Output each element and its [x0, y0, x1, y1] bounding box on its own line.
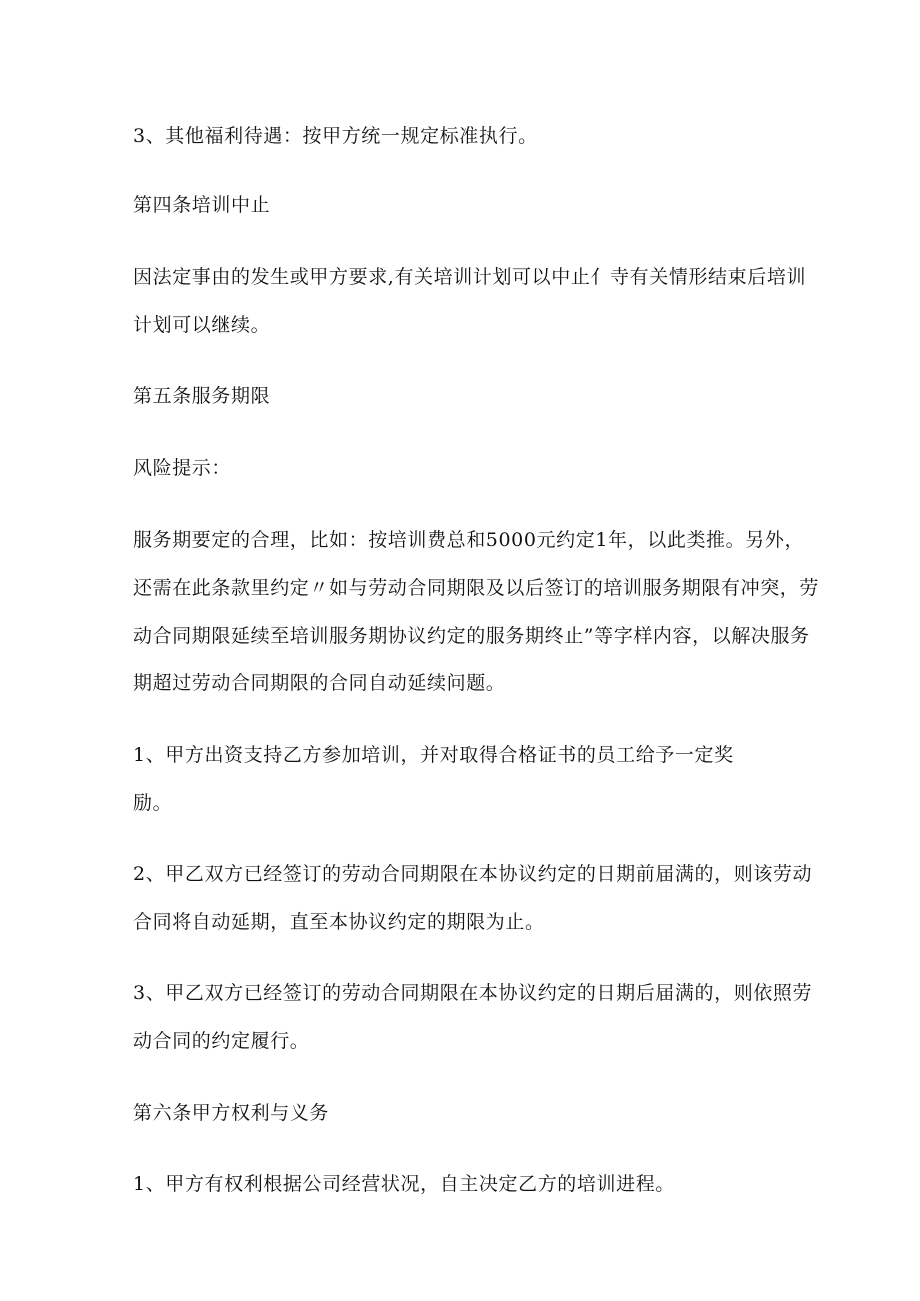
risk-paragraph-line-4: 期超过劳动合同期限的合同自动延续问题。 — [133, 672, 506, 694]
risk-warning-heading: 风险提示： — [133, 457, 232, 479]
article-5-heading: 第五条服务期限 — [133, 385, 271, 407]
clause-2-line-2: 合同将自动延期，直至本协议约定的期限为止。 — [133, 911, 545, 933]
clause-1-line-2: 励。 — [133, 792, 173, 814]
article-6-clause-1: 1、甲方有权利根据公司经营状况，自主决定乙方的培训进程。 — [133, 1173, 675, 1195]
risk-paragraph-line-1: 服务期要定的合理，比如：按培训费总和5000元约定1年，以此类推。另外， — [133, 529, 805, 551]
article-4-paragraph-line-2: 计划可以继续。 — [133, 314, 271, 336]
risk-paragraph-line-2: 还需在此条款里约定〃如与劳动合同期限及以后签订的培训服务期限有冲突，劳 — [133, 577, 820, 599]
article-4-heading: 第四条培训中止 — [133, 194, 271, 216]
article-4-paragraph-line-1: 因法定事由的发生或甲方要求,有关培训计划可以中止亻寺有关情形结束后培训 — [133, 266, 807, 288]
risk-paragraph-line-3: 动合同期限延续至培训服务期协议约定的服务期终止”等字样内容，以解决服务 — [133, 625, 810, 647]
clause-3-line-2: 动合同的约定履行。 — [133, 1030, 310, 1052]
clause-2-line-1: 2、甲乙双方已经签订的劳动合同期限在本协议约定的日期前届满的，则该劳动 — [133, 863, 813, 885]
clause-3-line-1: 3、甲乙双方已经签订的劳动合同期限在本协议约定的日期后届满的，则依照劳 — [133, 982, 813, 1004]
clause-3-other-benefits: 3、其他福利待遇：按甲方统一规定标准执行。 — [133, 125, 538, 147]
clause-1-line-1: 1、甲方出资支持乙方参加培训，并对取得合格证书的员工给予一定奖 — [133, 744, 734, 766]
article-6-heading: 第六条甲方权利与义务 — [133, 1102, 330, 1124]
